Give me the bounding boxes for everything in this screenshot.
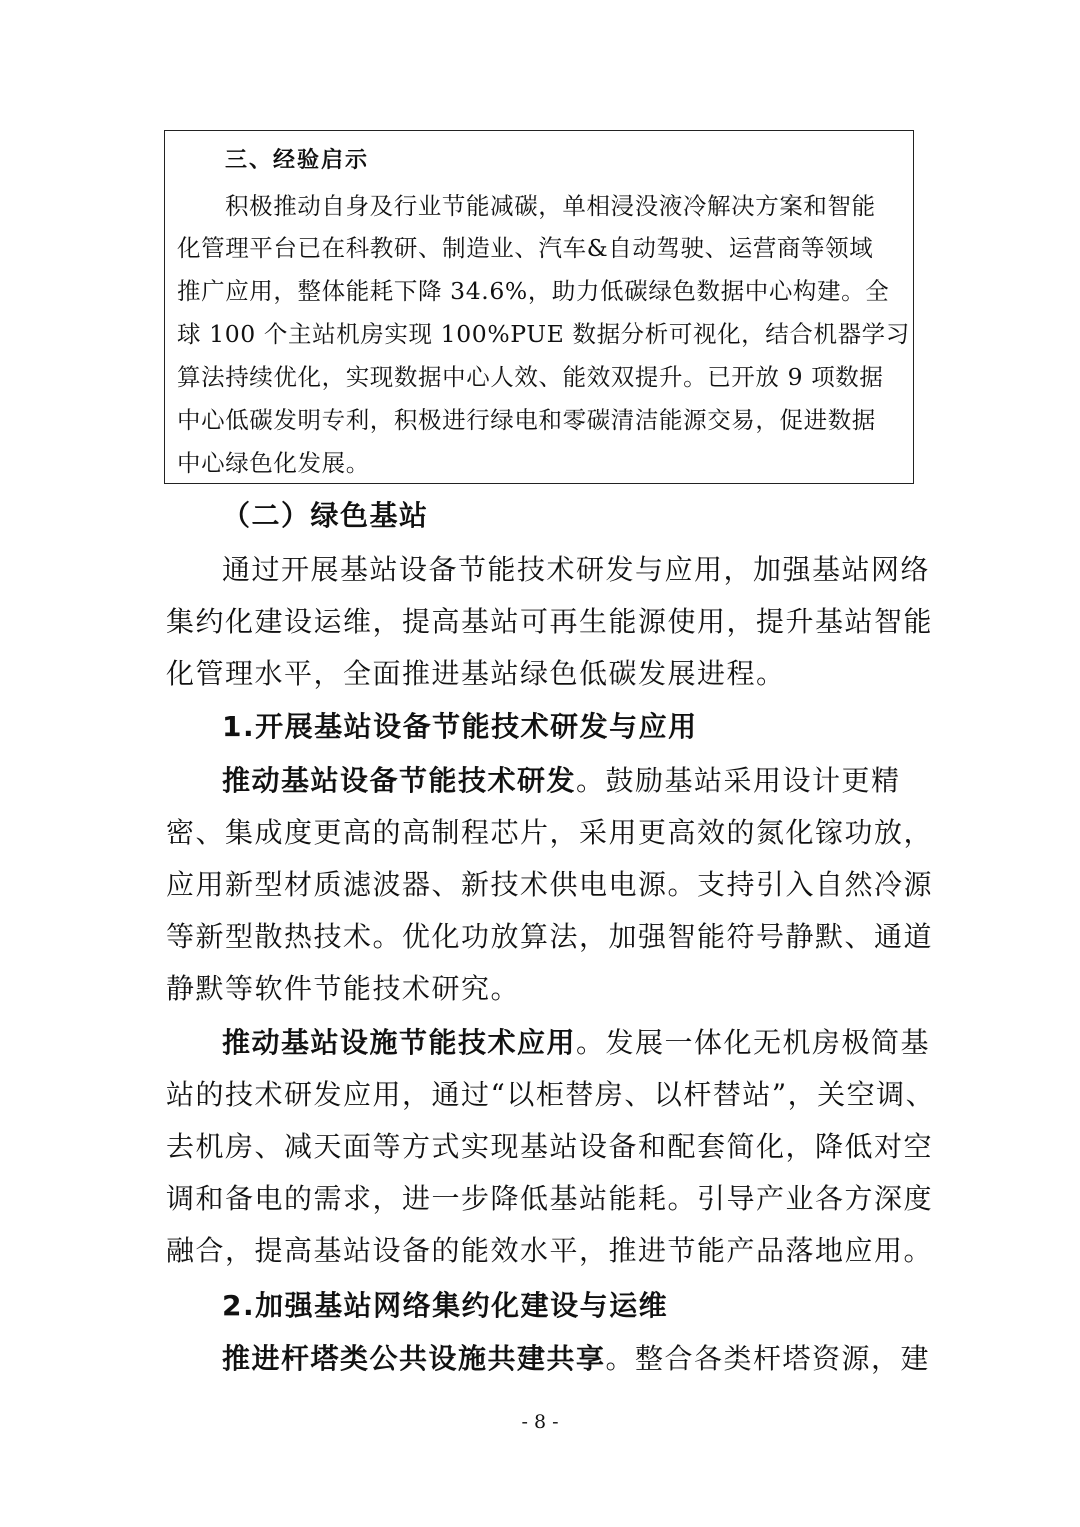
paragraph-line: 密、集成度更高的高制程芯片，采用更高效的氮化镓功放， [166,816,934,849]
box-line: 推广应用，整体能耗下降 34.6%，助力低碳绿色数据中心构建。全 [177,277,890,305]
section-heading: （二）绿色基站 [222,499,429,532]
paragraph-line [222,1337,930,1377]
paragraph-line: 集约化建设运维，提高基站可再生能源使用，提升基站智能 [166,605,934,638]
subheading-1: 1.开展基站设备节能技术研发与应用 [222,710,698,743]
box-title: 三、经验启示 [225,148,370,173]
lead-phrase: 推进杆塔类公共设施共建共享 [222,1342,606,1375]
paragraph-line: 等新型散热技术。优化功放算法，加强智能符号静默、通道 [166,920,934,953]
paragraph-line: 应用新型材质滤波器、新技术供电电源。支持引入自然冷源 [166,868,934,901]
lead-phrase: 推动基站设备节能技术研发 [222,764,577,797]
lead-phrase: 推动基站设施节能技术应用 [222,1026,577,1059]
paragraph-line: 静默等软件节能技术研究。 [166,972,521,1005]
paragraph-line [222,1021,930,1061]
paragraph-line: 通过开展基站设备节能技术研发与应用，加强基站网络 [222,553,931,586]
lead-rest: 。整合各类杆塔资源，建 [605,1342,931,1375]
paragraph-line: 去机房、减天面等方式实现基站设备和配套简化，降低对空 [166,1130,934,1163]
paragraph-line: 站的技术研发应用，通过“以柜替房、以杆替站”，关空调、 [166,1078,936,1111]
experience-box [164,130,914,484]
box-line: 化管理平台已在科教研、制造业、汽车&自动驾驶、运营商等领域 [177,234,874,262]
paragraph-line: 调和备电的需求，进一步降低基站能耗。引导产业各方深度 [166,1182,934,1215]
box-line: 中心绿色化发展。 [177,449,370,477]
lead-rest: 。鼓励基站采用设计更精 [576,764,901,797]
subheading-2: 2.加强基站网络集约化建设与运维 [222,1289,669,1322]
box-line: 算法持续优化，实现数据中心人效、能效双提升。已开放 9 项数据 [177,363,884,391]
box-line: 中心低碳发明专利，积极进行绿电和零碳清洁能源交易，促进数据 [177,406,876,434]
paragraph-line [222,759,901,799]
page-number: - 8 - [521,1411,559,1433]
paragraph-line: 融合，提高基站设备的能效水平，推进节能产品落地应用。 [166,1234,934,1267]
box-line: 积极推动自身及行业节能减碳，单相浸没液冷解决方案和智能 [225,192,876,220]
paragraph-line: 化管理水平，全面推进基站绿色低碳发展进程。 [166,657,786,690]
lead-rest: 。发展一体化无机房极简基 [576,1026,931,1059]
box-line: 球 100 个主站机房实现 100%PUE 数据分析可视化，结合机器学习 [177,320,910,348]
